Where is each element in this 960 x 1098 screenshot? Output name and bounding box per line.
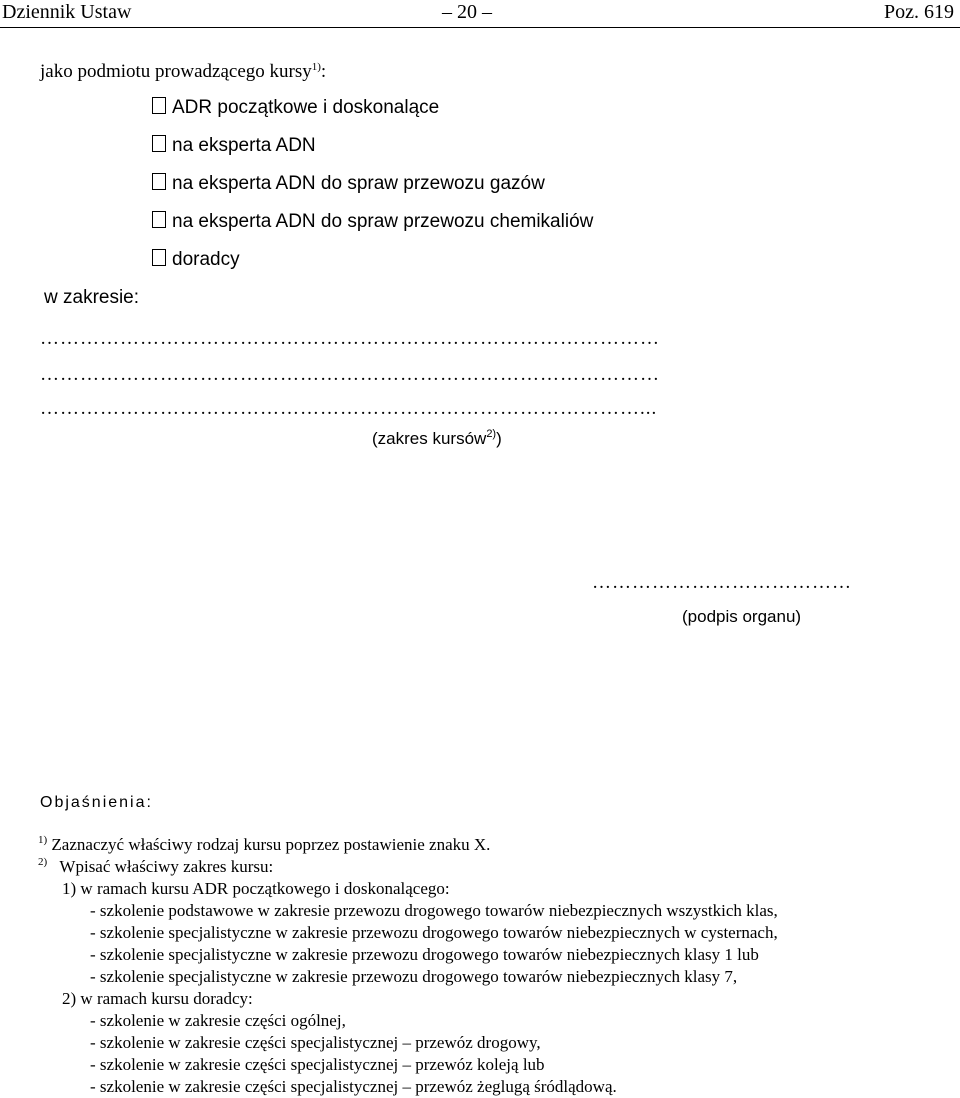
scope-label: w zakresie: <box>44 287 140 308</box>
option-label: ADR początkowe i doskonalące <box>172 97 440 118</box>
header-divider <box>0 27 960 28</box>
footnote-1 <box>38 834 490 856</box>
intro-footnote-ref: 1) <box>311 61 321 73</box>
scope-item-line: - szkolenie w zakresie części specjalistycznej – przewóz drogowy, <box>90 1033 541 1052</box>
scope-item-line: - szkolenie specjalistyczne w zakresie przewozu drogowego towarów niebezpiecznych klasy 1 lub <box>90 945 759 964</box>
option-adr[interactable] <box>152 96 439 120</box>
journal-title: Dziennik Ustaw <box>2 1 132 23</box>
option-adn-chemicals[interactable] <box>152 210 593 234</box>
scope-caption-suffix: ) <box>496 429 502 448</box>
footnote-2-text: Wpisać właściwy zakres kursu: <box>59 857 274 876</box>
position-number: Poz. 619 <box>884 1 954 23</box>
signature-caption: (podpis organu) <box>682 607 802 626</box>
scope-item-line: - szkolenie specjalistyczne w zakresie przewozu drogowego towarów niebezpiecznych klasy 7, <box>90 967 738 986</box>
scope-caption <box>372 428 502 450</box>
scope-item-title: 2) w ramach kursu doradcy: <box>62 989 253 1008</box>
scope-dot-line[interactable]: ………………………………………………………………………………… <box>40 328 660 349</box>
checkbox-icon[interactable] <box>152 249 166 266</box>
footnote-2 <box>38 856 273 878</box>
page-number: – 20 – <box>442 1 492 23</box>
checkbox-icon[interactable] <box>152 173 166 190</box>
scope-item-title: 1) w ramach kursu ADR początkowego i doskonalącego: <box>62 879 450 898</box>
scope-footnote-ref: 2) <box>486 428 497 440</box>
checkbox-icon[interactable] <box>152 97 166 114</box>
checkbox-icon[interactable] <box>152 135 166 152</box>
footnote-1-marker: 1) <box>38 834 48 846</box>
scope-caption-text: (zakres kursów <box>372 429 487 448</box>
scope-item-line: - szkolenie w zakresie części specjalistycznej – przewóz żeglugą śródlądową. <box>90 1077 617 1096</box>
intro-line <box>40 60 326 84</box>
explanations-heading: Objaśnienia: <box>40 794 153 811</box>
scope-dot-line[interactable]: ………………………………………………………………………………... <box>40 398 658 419</box>
scope-item-line: - szkolenie w zakresie części ogólnej, <box>90 1011 346 1030</box>
option-adn-gases[interactable] <box>152 172 545 196</box>
scope-item-line: - szkolenie specjalistyczne w zakresie przewozu drogowego towarów niebezpiecznych w cysternach, <box>90 923 778 942</box>
option-advisor[interactable] <box>152 248 240 272</box>
footnote-1-text: Zaznaczyć właściwy rodzaj kursu poprzez postawienie znaku X. <box>51 835 491 854</box>
signature-dot-line[interactable]: ………………………………… <box>592 572 852 593</box>
footnote-2-marker: 2) <box>38 856 48 868</box>
option-adn-expert[interactable] <box>152 134 316 158</box>
intro-suffix: : <box>320 61 327 82</box>
option-label: doradcy <box>172 249 240 270</box>
scope-item-line: - szkolenie podstawowe w zakresie przewozu drogowego towarów niebezpiecznych wszystkich klas, <box>90 901 778 920</box>
checkbox-icon[interactable] <box>152 211 166 228</box>
option-label: na eksperta ADN do spraw przewozu gazów <box>172 173 545 194</box>
option-label: na eksperta ADN <box>172 135 316 156</box>
option-label: na eksperta ADN do spraw przewozu chemikaliów <box>172 211 594 232</box>
intro-text: jako podmiotu prowadzącego kursy <box>40 61 312 82</box>
scope-item-line: - szkolenie w zakresie części specjalistycznej – przewóz koleją lub <box>90 1055 545 1074</box>
scope-dot-line[interactable]: ………………………………………………………………………………… <box>40 364 660 385</box>
